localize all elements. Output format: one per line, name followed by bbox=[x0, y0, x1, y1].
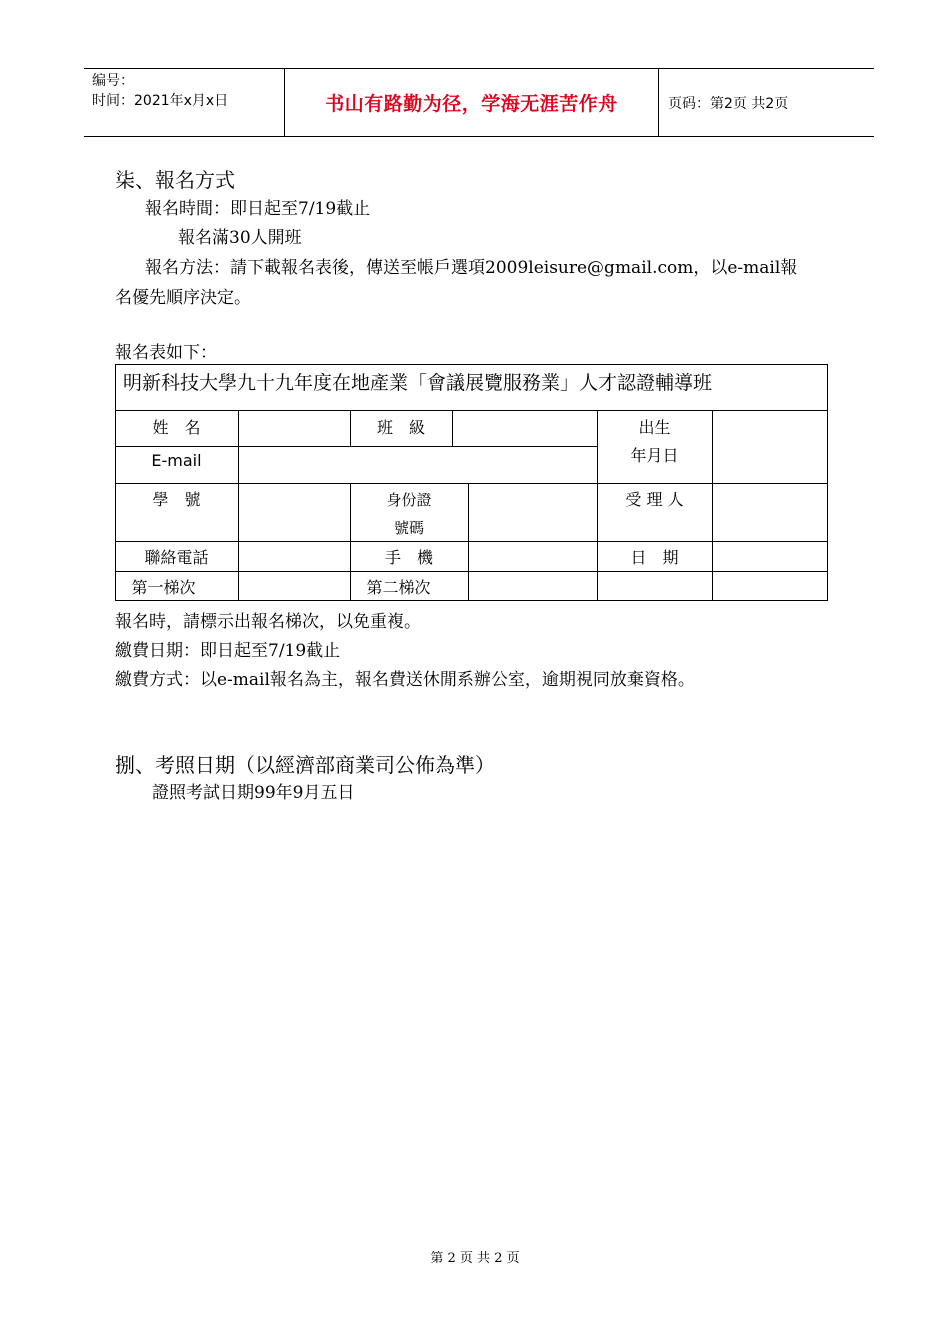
label-class: 班 級 bbox=[376, 418, 425, 437]
header-divider bbox=[658, 69, 659, 136]
label-id-number-2: 號碼 bbox=[393, 519, 424, 537]
page-header bbox=[84, 68, 874, 137]
label-batch-1: 第一梯次 bbox=[131, 578, 196, 597]
registration-form-table bbox=[115, 364, 828, 601]
label-date: 日 期 bbox=[630, 548, 679, 567]
label-birth-date: 年月日 bbox=[630, 446, 679, 465]
section-heading: 捌、考照日期（以經濟部商業司公佈為準） bbox=[115, 753, 495, 777]
registration-method-cont: 名優先順序決定。 bbox=[115, 288, 251, 308]
section-heading: 柒、報名方式 bbox=[115, 168, 235, 192]
registration-method: 報名方法：請下載報名表後，傳送至帳戶選項2009leisure@gmail.com，以e-mail報 bbox=[145, 258, 798, 278]
label-batch-2: 第二梯次 bbox=[366, 578, 431, 597]
label-email: E-mail bbox=[151, 451, 202, 470]
label-receiver: 受 理 人 bbox=[625, 490, 684, 509]
header-motto: 书山有路勤为径，学海无涯苦作舟 bbox=[325, 93, 618, 115]
header-time: 时间：2021年x月x日 bbox=[92, 93, 229, 109]
exam-date: 證照考試日期99年9月五日 bbox=[152, 783, 355, 803]
fee-method: 繳費方式：以e-mail報名為主，報名費送休閒系辦公室，逾期視同放棄資格。 bbox=[115, 670, 695, 690]
form-intro: 報名表如下： bbox=[115, 343, 217, 363]
header-meta bbox=[92, 71, 284, 111]
label-name: 姓 名 bbox=[152, 418, 201, 437]
form-note: 報名時，請標示出報名梯次，以免重複。 bbox=[115, 612, 421, 632]
fee-date: 繳費日期：即日起至7/19截止 bbox=[115, 641, 341, 661]
label-birth: 出生 bbox=[638, 418, 671, 437]
registration-minimum: 報名滿30人開班 bbox=[178, 228, 302, 248]
page-footer: 第 2 页 共 2 页 bbox=[430, 1251, 520, 1266]
header-page-number: 页码：第2页 共2页 bbox=[668, 95, 789, 112]
label-mobile: 手 機 bbox=[384, 548, 433, 567]
label-student-id: 學 號 bbox=[152, 490, 201, 509]
label-phone: 聯絡電話 bbox=[144, 548, 209, 567]
label-id-number: 身份證 bbox=[386, 491, 432, 509]
form-title: 明新科技大學九十九年度在地產業「會議展覽服務業」人才認證輔導班 bbox=[123, 372, 713, 394]
registration-time: 報名時間：即日起至7/19截止 bbox=[145, 199, 371, 219]
header-number: 编号： bbox=[92, 73, 134, 89]
